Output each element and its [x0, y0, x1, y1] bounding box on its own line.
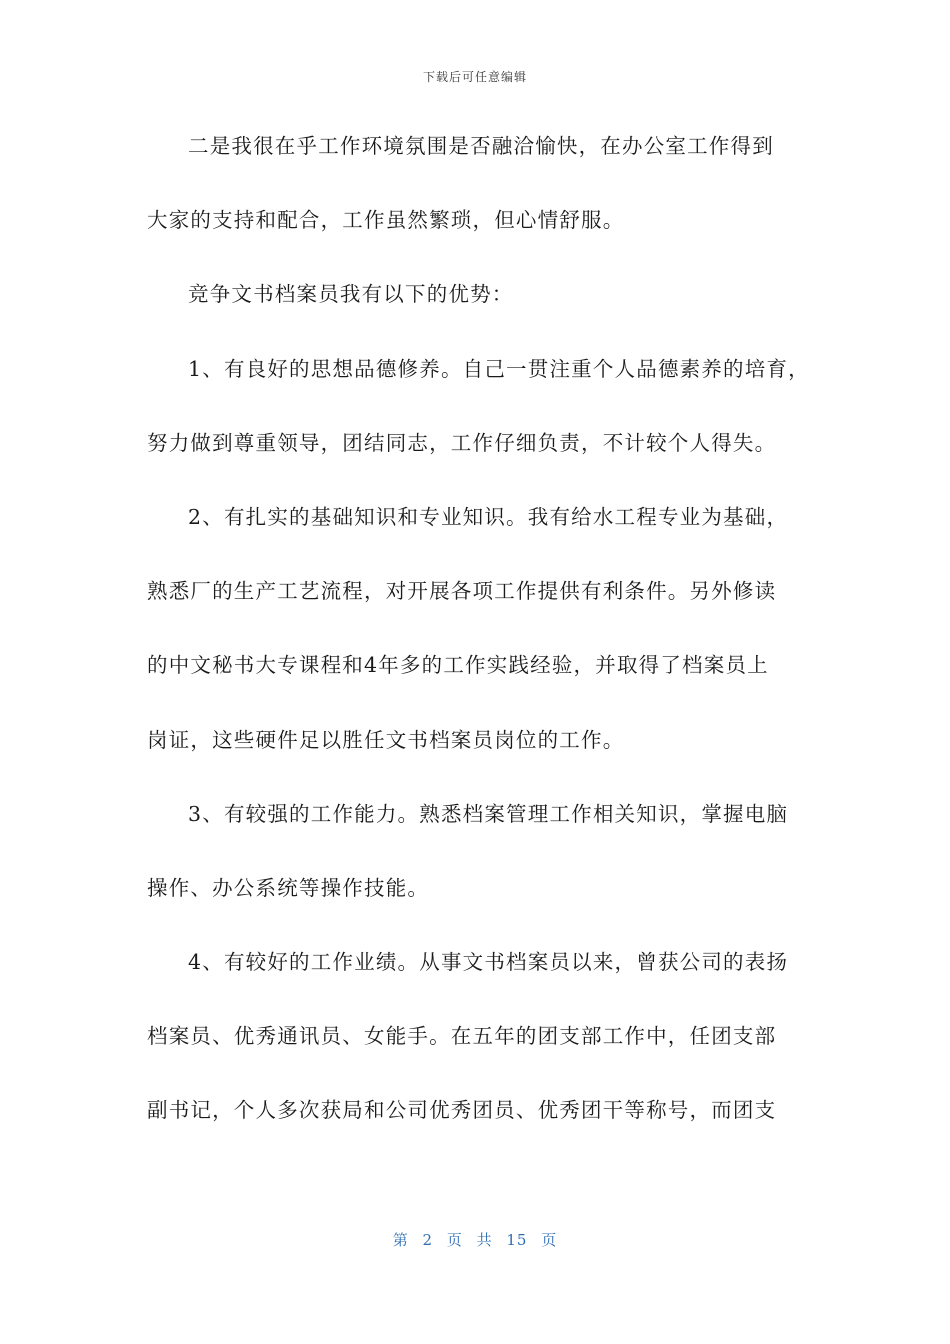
paragraph-line: 操作、办公系统等操作技能。 — [147, 875, 430, 900]
paragraph-line: 二是我很在乎工作环境氛围是否融洽愉快，在办公室工作得到 — [188, 134, 774, 158]
paragraph-line: 档案员、优秀通讯员、女能手。在五年的团支部工作中，任团支部 — [147, 1024, 777, 1049]
paragraph-line: 1、有良好的思想品德修养。自己一贯注重个人品德素养的培育， — [188, 356, 810, 381]
paragraph-line: 大家的支持和配合，工作虽然繁琐，但心情舒服。 — [147, 208, 625, 233]
paragraph-line: 4、有较好的工作业绩。从事文书档案员以来，曾获公司的表扬 — [188, 950, 789, 975]
paragraph-line: 2、有扎实的基础知识和专业知识。我有给水工程专业为基础， — [188, 504, 789, 529]
paragraph-line: 竞争文书档案员我有以下的优势： — [188, 282, 514, 307]
paragraph-line: 3、有较强的工作能力。熟悉档案管理工作相关知识，掌握电脑 — [188, 801, 789, 826]
paragraph-line: 的中文秘书大专课程和4年多的工作实践经验，并取得了档案员上 — [147, 653, 769, 678]
page-header: 下载后可任意编辑 — [422, 70, 527, 84]
document-body — [147, 116, 810, 1155]
paragraph-line: 副书记，个人多次获局和公司优秀团员、优秀团干等称号，而团支 — [147, 1098, 777, 1123]
paragraph-line: 熟悉厂的生产工艺流程，对开展各项工作提供有利条件。另外修读 — [147, 579, 777, 604]
paragraph-line: 努力做到尊重领导，团结同志，工作仔细负责，不计较个人得失。 — [147, 430, 777, 455]
page-number-footer: 第 2 页 共 15 页 — [392, 1231, 558, 1249]
paragraph-line: 岗证，这些硬件足以胜任文书档案员岗位的工作。 — [147, 727, 625, 752]
